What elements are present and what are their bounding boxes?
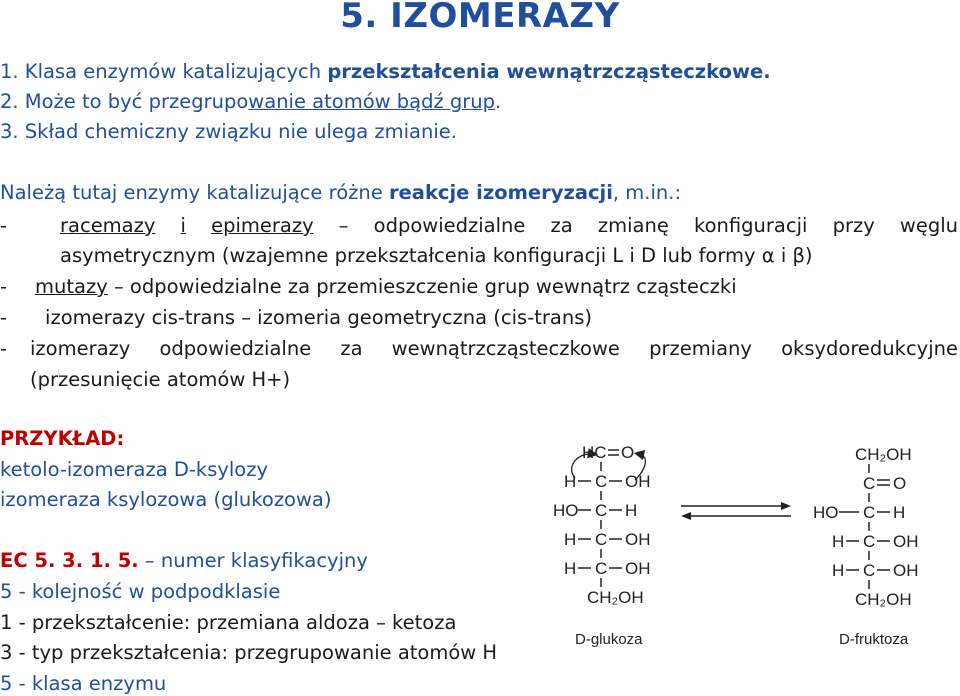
glucose-label: D-glukoza: [575, 631, 643, 648]
example-enzyme-1: ketolo-izomeraza D-ksylozy: [0, 458, 269, 481]
list-item-racemazy-cont: asymetrycznym (wzajemne przekształcenia konfiguracji L i D lub formy α i β): [60, 244, 813, 267]
ec-line-2: 1 - przekształcenie: przemiana aldoza – ketoza: [0, 611, 457, 634]
fructose-structure: [813, 445, 919, 648]
word: izomerazy: [30, 337, 131, 360]
fructose-c4-left: H: [832, 532, 845, 551]
point-2: [0, 90, 501, 114]
glucose-c3-left: HO: [553, 501, 579, 520]
term-mutazy: mutazy: [35, 275, 108, 298]
ec-number-line: [0, 549, 368, 573]
word: przy: [832, 214, 875, 237]
ec-number: EC 5. 3. 1. 5.: [0, 549, 139, 572]
list-dash: -: [0, 306, 8, 329]
glucose-c3-right: H: [625, 501, 638, 520]
glucose-c2-left: H: [564, 472, 577, 491]
word: za: [550, 214, 573, 237]
word: i: [180, 214, 186, 237]
fructose-c5-left: H: [832, 561, 845, 580]
word: za: [340, 337, 363, 360]
point-3: 3. Skład chemiczny związku nie ulega zmianie.: [0, 120, 457, 143]
glucose-structure: [553, 443, 651, 648]
fructose-c5-right: OH: [893, 561, 919, 580]
glucose-c4-right: OH: [625, 530, 651, 549]
intro-text: Należą tutaj enzymy katalizujące różne: [0, 181, 389, 204]
list-dash: -: [0, 275, 8, 298]
word: racemazy: [60, 214, 156, 237]
fructose-keto-o: O: [893, 474, 907, 493]
fructose-c3: C: [863, 503, 876, 522]
fructose-c3-left: HO: [813, 503, 839, 522]
fructose-top-ch2oh: CH₂OH: [855, 445, 912, 464]
fructose-c4: C: [863, 532, 876, 551]
cis-trans-desc: izomerazy cis-trans – izomeria geometryczna (cis-trans): [45, 306, 592, 329]
glucose-c4: C: [595, 530, 608, 549]
word: odpowiedzialne: [373, 214, 526, 237]
example-heading: PRZYKŁAD:: [0, 427, 125, 450]
point-1-bold: przekształcenia wewnątrzcząsteczkowe.: [327, 60, 771, 83]
intro-line: [0, 181, 681, 205]
word: oksydoredukcyjne: [781, 337, 958, 360]
list-item-racemazy-words: [60, 214, 958, 238]
glucose-aldehyde-c: HC: [582, 443, 607, 462]
fructose-bottom-ch2oh: CH₂OH: [855, 590, 912, 609]
word: epimerazy: [211, 214, 314, 237]
glucose-ch2oh: CH₂OH: [587, 588, 644, 607]
glucose-c5-right: OH: [625, 559, 651, 578]
point-2-text-a: 2. Może to być przegrupo: [0, 90, 249, 113]
glucose-aldehyde-o: O: [621, 443, 635, 462]
list-dash: -: [0, 214, 8, 237]
sugar-structures: [535, 436, 955, 666]
glucose-c5-left: H: [564, 559, 577, 578]
point-1-text: 1. Klasa enzymów katalizujących: [0, 60, 328, 83]
glucose-c2: C: [595, 472, 608, 491]
glucose-c5: C: [595, 559, 608, 578]
list-dash: -: [0, 337, 8, 360]
glucose-c4-left: H: [564, 530, 577, 549]
list-item-cis-trans: [0, 306, 592, 330]
word: –: [338, 214, 349, 237]
word: przemiany: [649, 337, 752, 360]
glucose-c3: C: [595, 501, 608, 520]
list-item-mutazy: [0, 275, 737, 299]
ec-line-3: 3 - typ przekształcenia: przegrupowanie atomów H: [0, 641, 498, 664]
intro-bold: reakcje izomeryzacji: [388, 181, 613, 204]
point-2-text-b: .: [495, 90, 502, 113]
word: węglu: [899, 214, 958, 237]
ec-line-4: 5 - klasa enzymu: [0, 672, 167, 695]
fructose-c3-right: H: [893, 503, 906, 522]
list-item-oxidoreductive-words: [30, 337, 958, 361]
fructose-c4-right: OH: [893, 532, 919, 551]
fructose-keto-c: C: [863, 474, 876, 493]
intro-suffix: , m.in.:: [612, 181, 682, 204]
word: wewnątrzcząsteczkowe: [391, 337, 620, 360]
word: odpowiedzialne: [159, 337, 312, 360]
list-item-oxidoreductive-cont: (przesunięcie atomów H+): [30, 368, 291, 391]
ec-line-1: 5 - kolejność w podpodklasie: [0, 580, 281, 603]
word: zmianę: [597, 214, 669, 237]
point-2-underlined: wanie atomów bądź grup: [248, 90, 496, 113]
word: konfiguracji: [693, 214, 808, 237]
example-enzyme-2: izomeraza ksylozowa (glukozowa): [0, 488, 332, 511]
page-title: 5. IZOMERAZY: [340, 0, 620, 36]
mutazy-desc: – odpowiedzialne za przemieszczenie grup wewnątrz cząsteczki: [107, 275, 737, 298]
fructose-label: D-fruktoza: [839, 631, 909, 648]
glucose-c2-right: OH: [625, 472, 651, 491]
point-1: [0, 60, 771, 84]
ec-number-desc: – numer klasyfikacyjny: [138, 549, 368, 572]
fructose-c5: C: [863, 561, 876, 580]
reaction-arrows: [681, 502, 791, 520]
